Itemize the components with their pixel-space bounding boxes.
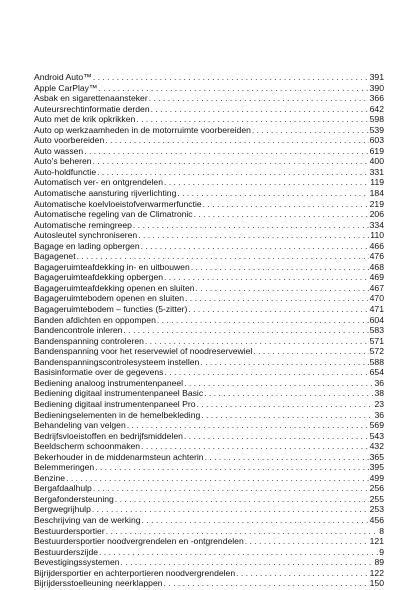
index-entry [34, 388, 384, 399]
index-page-number: 253 [369, 504, 384, 515]
leader-dots [95, 462, 368, 473]
index-page-number: 588 [369, 356, 384, 367]
leader-dots [191, 262, 369, 273]
index-page-number: 571 [369, 335, 384, 346]
index-page-number: 469 [369, 272, 384, 283]
leader-dots [93, 156, 369, 167]
index-page-number: 604 [369, 314, 384, 325]
index-entry [34, 420, 384, 431]
index-term: Bagageruimtebodem – functies (5-zitter) [34, 304, 188, 315]
index-page-number: 583 [369, 325, 384, 336]
index-page-number: 206 [369, 209, 384, 220]
index-page-number: 150 [369, 578, 384, 589]
index-entry [34, 241, 384, 252]
index-term: Banden afdichten en oppompen [34, 314, 156, 325]
index-term: Bekerhouder in de middenarmsteun achterin [34, 451, 204, 462]
leader-dots [149, 93, 369, 104]
leader-dots [99, 83, 369, 94]
index-entry [34, 93, 384, 104]
index-page-number: 219 [369, 198, 384, 209]
index-page-number: 432 [369, 441, 384, 452]
index-term: Bediening digitaal instrumentenpaneel Pro [34, 398, 196, 409]
index-term: Automatische aansturing rijverlichting [34, 188, 177, 199]
leader-dots [105, 135, 368, 146]
leader-dots [188, 304, 368, 315]
index-page-number: 184 [369, 188, 384, 199]
index-entry [34, 199, 384, 210]
index-entry [34, 262, 384, 273]
index-entry [34, 367, 384, 378]
index-term: Bandenspanning controleren [34, 335, 144, 346]
index-entry [34, 536, 384, 547]
index-entry [34, 346, 384, 357]
index-page-number: 256 [369, 483, 384, 494]
leader-dots [185, 293, 369, 304]
leader-dots [177, 188, 368, 199]
leader-dots [184, 378, 373, 389]
index-term: Bandenspanningscontrolesysteem instellen [34, 356, 200, 367]
index-entry [34, 452, 384, 463]
leader-dots [151, 104, 369, 115]
index-term: Bandencontrole inleren [34, 325, 123, 336]
leader-dots [184, 431, 369, 442]
index-term: Behandeling van velgen [34, 420, 126, 431]
leader-dots [115, 494, 369, 505]
index-page-number: 331 [369, 166, 384, 177]
leader-dots [205, 452, 369, 463]
index-term: Bandenspanning voor het reservewiel of noodreservewiel [34, 346, 253, 357]
leader-dots [84, 146, 368, 157]
index-page-number: 400 [369, 156, 384, 167]
index-term: Auto-holdfunctie [34, 166, 97, 177]
index-term: Bagagenet [34, 251, 76, 262]
leader-dots [106, 526, 379, 537]
leader-dots [92, 504, 369, 515]
index-term: Bediening analoog instrumentenpaneel [34, 377, 184, 388]
index-entry [34, 272, 384, 283]
index-term: Benzine [34, 472, 66, 483]
index-page-number: 119 [370, 177, 384, 188]
index-term: Bediening digitaal instrumentenpaneel Basic [34, 388, 204, 399]
leader-dots [93, 72, 369, 83]
index-page-number: 654 [369, 367, 384, 378]
leader-dots [66, 473, 369, 484]
index-term: Beschrijving van de werking [34, 514, 141, 525]
index-page-number: 365 [369, 451, 384, 462]
index-term: Automatische regeling van de Climatronic [34, 209, 193, 220]
index-page-number: 8 [379, 525, 384, 536]
leader-dots [93, 483, 369, 494]
index-term: Auto met de krik opkrikken [34, 114, 136, 125]
index-term: Auteursrechtinformatie derden [34, 103, 150, 114]
index-entry [34, 188, 384, 199]
index-term: Bergwegrijhulp [34, 504, 91, 515]
index-entry [34, 304, 384, 315]
index-entry [34, 135, 384, 146]
index-term: Asbak en sigarettenaansteker [34, 93, 148, 104]
leader-dots [164, 177, 369, 188]
index-page-number: 36 [374, 377, 384, 388]
index-page-number: 471 [369, 304, 384, 315]
index-entry [34, 378, 384, 389]
index-term: Basisinformatie over de gegevens [34, 367, 164, 378]
leader-dots [201, 410, 373, 421]
leader-dots [164, 367, 368, 378]
index-term: Bagageruimteafdekking openen en sluiten [34, 282, 195, 293]
leader-dots [203, 199, 369, 210]
index-term: Bedieningselementen in de hemelbekleding [34, 409, 201, 420]
index-entry [34, 473, 384, 484]
index-page-number: 499 [369, 472, 384, 483]
index-term: Bergafdaalhulp [34, 483, 92, 494]
leader-dots [252, 125, 369, 136]
index-page-number: 476 [369, 251, 384, 262]
leader-dots [142, 515, 369, 526]
index-entry [34, 399, 384, 410]
leader-dots [157, 315, 369, 326]
index-term: Bestuurdersportier [34, 525, 105, 536]
index-entry [34, 156, 384, 167]
index-page-number: 598 [369, 114, 384, 125]
leader-dots [145, 336, 369, 347]
index-term: Beeldscherm schoonmaken [34, 441, 141, 452]
index-entry [34, 114, 384, 125]
index-term: Automatische remingreep [34, 219, 132, 230]
index-term: Automatische koelvloeistofverwarmerfunctie [34, 198, 202, 209]
index-entry [34, 357, 384, 368]
index-term: Automatisch ver- en ontgrendelen [34, 177, 163, 188]
leader-dots [236, 568, 369, 579]
index-term: Bergafondersteuning [34, 493, 114, 504]
index-entry [34, 325, 384, 336]
index-entry [34, 462, 384, 473]
leader-dots [200, 357, 368, 368]
index-page-number: 122 [369, 567, 384, 578]
index-term: Bagageruimtebodem openen en sluiten [34, 293, 185, 304]
index-page-number: 9 [379, 546, 384, 557]
index-entry [34, 441, 384, 452]
index-term: Bestuurderszijde [34, 546, 99, 557]
index-term: Bagageruimteafdekking opbergen [34, 272, 163, 283]
leader-dots [253, 346, 368, 357]
leader-dots [196, 399, 373, 410]
index-entry [34, 568, 384, 579]
index-entry [34, 293, 384, 304]
index-page-number: 23 [374, 398, 384, 409]
index-term: Auto wassen [34, 145, 84, 156]
leader-dots [123, 325, 368, 336]
index-entry [34, 410, 384, 421]
leader-dots [164, 578, 369, 589]
index-page-number: 466 [369, 240, 384, 251]
index-page-number: 121 [369, 536, 384, 547]
index-page-number: 539 [369, 124, 384, 135]
index-term: Auto's beheren [34, 156, 92, 167]
index-page-number: 642 [369, 103, 384, 114]
index-page-number: 38 [374, 388, 384, 399]
index-entry [34, 504, 384, 515]
leader-dots [136, 114, 368, 125]
index-page-number: 390 [369, 82, 384, 93]
index-term: Bagageruimteafdekking in- en uitbouwen [34, 261, 190, 272]
index-term: Autosleutel synchroniseren [34, 230, 138, 241]
leader-dots [204, 388, 373, 399]
index-page-number: 255 [369, 493, 384, 504]
leader-dots [133, 220, 369, 231]
index-entry [34, 557, 384, 568]
leader-dots [141, 441, 369, 452]
leader-dots [121, 557, 374, 568]
index-term: Android Auto™ [34, 72, 92, 82]
index-entry [34, 515, 384, 526]
index-entry [34, 526, 384, 537]
leader-dots [245, 536, 369, 547]
leader-dots [97, 167, 369, 178]
index-entry [34, 146, 384, 157]
index-list [34, 72, 384, 589]
index-page-number: 467 [369, 282, 384, 293]
index-entry [34, 104, 384, 115]
index-term: Bestuurdersportier noodvergrendelen en -ontgrendelen [34, 536, 244, 547]
index-page-number: 89 [374, 557, 384, 568]
leader-dots [196, 283, 369, 294]
index-entry [34, 578, 384, 589]
index-entry [34, 125, 384, 136]
index-entry [34, 72, 384, 83]
index-entry [34, 177, 384, 188]
index-entry [34, 336, 384, 347]
leader-dots [164, 272, 369, 283]
index-term: Auto voorbereiden [34, 135, 105, 146]
index-term: Bagage en lading opbergen [34, 240, 140, 251]
index-entry [34, 83, 384, 94]
index-entry [34, 167, 384, 178]
index-term: Bijrijdersportier en achterportieren noodvergrendelen [34, 567, 236, 578]
index-term: Bedrijfsvloeistoffen en bedrijfsmiddelen [34, 430, 183, 441]
index-page-number: 366 [369, 93, 384, 104]
index-entry [34, 431, 384, 442]
leader-dots [99, 547, 378, 558]
index-entry [34, 494, 384, 505]
index-term: Bijrijdersstoelleuning neerklappen [34, 578, 163, 589]
leader-dots [77, 251, 369, 262]
index-entry [34, 230, 384, 241]
leader-dots [127, 420, 369, 431]
index-entry [34, 483, 384, 494]
index-page-number: 334 [369, 219, 384, 230]
index-term: Belemmeringen [34, 462, 95, 473]
leader-dots [141, 241, 369, 252]
index-term: Apple CarPlay™ [34, 82, 98, 93]
index-entry [34, 283, 384, 294]
leader-dots [138, 230, 369, 241]
index-page-number: 572 [369, 346, 384, 357]
index-page-number: 470 [369, 293, 384, 304]
index-page-number: 543 [369, 430, 384, 441]
index-entry [34, 547, 384, 558]
index-entry [34, 220, 384, 231]
index-page-number: 395 [369, 462, 384, 473]
leader-dots [194, 209, 369, 220]
index-page-number: 619 [369, 145, 384, 156]
index-entry [34, 209, 384, 220]
index-page-number: 110 [370, 230, 384, 241]
index-term: Auto op werkzaamheden in de motorruimte voorbereiden [34, 124, 251, 135]
index-term: Bevestigingssystemen [34, 557, 120, 568]
index-page-number: 569 [369, 420, 384, 431]
index-page-number: 36 [374, 409, 384, 420]
index-page-number: 603 [369, 135, 384, 146]
index-page-number: 468 [369, 261, 384, 272]
index-entry [34, 251, 384, 262]
index-page-number: 456 [369, 514, 384, 525]
index-page-number: 391 [369, 72, 384, 82]
index-entry [34, 315, 384, 326]
